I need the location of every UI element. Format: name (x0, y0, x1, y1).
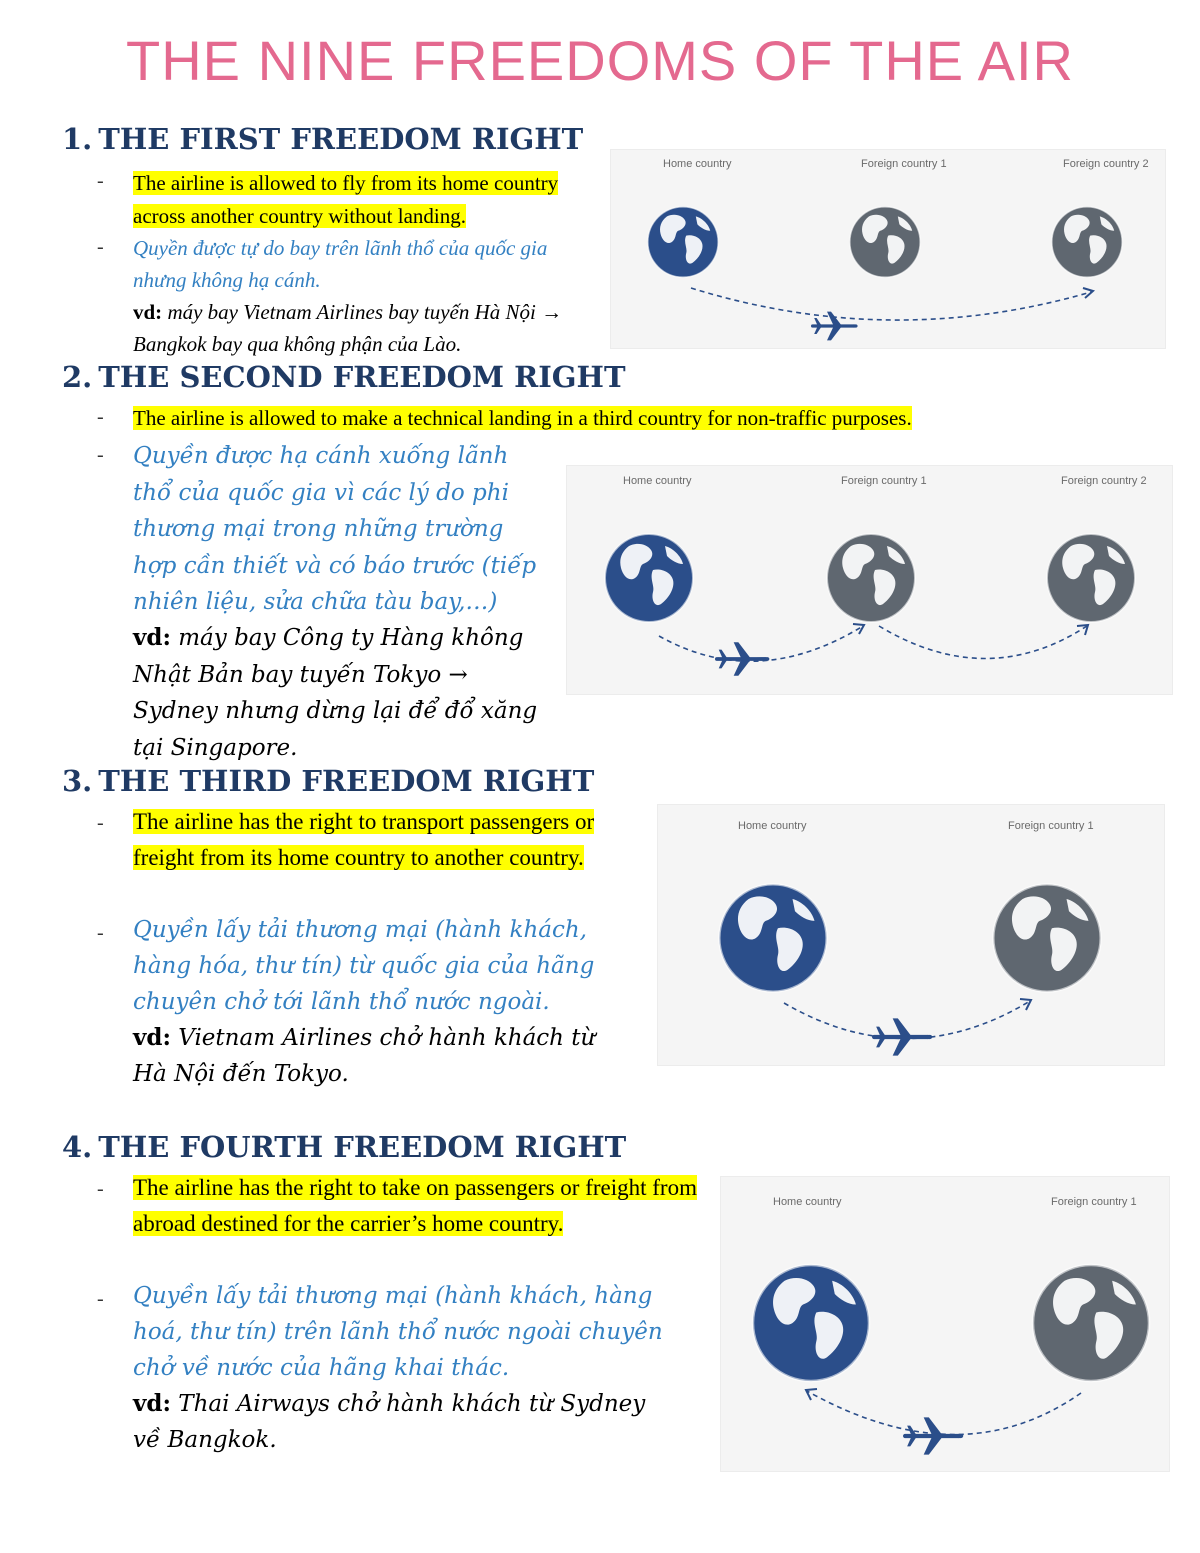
section-title: THE SECOND FREEDOM RIGHT (98, 360, 626, 394)
foreign-globe-icon (993, 884, 1100, 991)
bullet-dash: - (97, 444, 104, 466)
bullet-dash: - (97, 170, 104, 192)
home-globe-icon (605, 534, 693, 622)
label-home-country: Home country (663, 158, 732, 170)
bullet-dash: - (97, 922, 104, 944)
label-foreign-country-1: Foreign country 1 (841, 475, 927, 487)
highlighted-text: The airline is allowed to fly from its home country across another country without landing. (133, 171, 559, 228)
foreign-globe-icon (1052, 207, 1122, 277)
section-number: 3. (62, 764, 93, 798)
section-heading (62, 764, 594, 798)
vietnamese-definition: Quyền lấy tải thương mại (hành khách, hàng hoá, thư tín) trên lãnh thổ nước ngoài chuyên chở về nước của hãng khai thác. (133, 1283, 663, 1381)
section-heading (62, 122, 583, 156)
example-text: máy bay Công ty Hàng không Nhật Bản bay tuyến Tokyo → Sydney nhưng dừng lại để đổ xăng tại Singapore. (133, 625, 538, 761)
example (133, 620, 553, 766)
section-heading (62, 1130, 626, 1164)
home-globe-icon (719, 884, 826, 991)
section-number: 4. (62, 1130, 93, 1164)
flight-path-leg-2 (879, 626, 1087, 659)
bullet-dash: - (97, 1178, 104, 1200)
freedom-4-diagram (720, 1176, 1170, 1472)
example (133, 296, 593, 360)
section-title: THE THIRD FREEDOM RIGHT (98, 764, 595, 798)
airplane-icon (715, 642, 769, 676)
section-title: THE FOURTH FREEDOM RIGHT (98, 1130, 627, 1164)
section-title: THE FIRST FREEDOM RIGHT (98, 122, 584, 156)
label-foreign-country-1: Foreign country 1 (1008, 820, 1094, 832)
example-text: Vietnam Airlines chở hành khách từ Hà Nội đến Tokyo. (133, 1025, 596, 1087)
foreign-globe-icon (827, 534, 915, 622)
flight-path (807, 1391, 1081, 1435)
bullet-dash: - (97, 406, 104, 428)
highlighted-text: The airline has the right to transport passengers or freight from its home country to another country. (133, 809, 595, 870)
flight-path (691, 288, 1091, 320)
english-definition (133, 804, 623, 876)
bullet-dash: - (97, 236, 104, 258)
english-definition (133, 167, 593, 233)
freedom-1-diagram (610, 149, 1166, 349)
highlighted-text: The airline is allowed to make a technical landing in a third country for non-traffic purposes. (133, 406, 912, 430)
label-foreign-country-2: Foreign country 2 (1063, 158, 1149, 170)
example-label: vd: (133, 1390, 171, 1417)
flight-path-leg-1 (659, 626, 863, 661)
highlighted-text: The airline has the right to take on passengers or freight from abroad destined for the carrier’s home country. (133, 1175, 697, 1236)
arrow-head (806, 1389, 817, 1400)
vietnamese-definition: Quyền lấy tải thương mại (hành khách, hàng hóa, thư tín) từ quốc gia của hãng chuyên chở tới lãnh thổ nước ngoài. (133, 917, 595, 1015)
airplane-icon (903, 1417, 963, 1454)
example-text: máy bay Vietnam Airlines bay tuyến Hà Nội → Bangkok bay qua không phận của Lào. (133, 300, 563, 356)
section-heading (62, 360, 626, 394)
example (133, 1020, 633, 1092)
vietnamese-definition: Quyền được tự do bay trên lãnh thổ của quốc gia nhưng không hạ cánh. (133, 236, 548, 292)
vietnamese-definition: Quyền được hạ cánh xuống lãnh thổ của quốc gia vì các lý do phi thương mại trong những trường hợp cần thiết và có báo trước (tiếp nhiên liệu, sửa chữa tàu bay,…) (133, 443, 537, 615)
label-foreign-country-1: Foreign country 1 (1051, 1196, 1137, 1208)
document-title: THE NINE FREEDOMS OF THE AIR (126, 29, 1074, 92)
english-definition (133, 403, 1173, 433)
home-globe-icon (648, 207, 718, 277)
section-number: 1. (62, 122, 93, 156)
home-globe-icon (753, 1265, 869, 1381)
arrow-head (1083, 288, 1093, 298)
foreign-globe-icon (1033, 1265, 1149, 1381)
example-label: vd: (133, 624, 171, 651)
airplane-icon (872, 1018, 932, 1055)
freedom-2-diagram (566, 465, 1173, 695)
bullet-dash: - (97, 1288, 104, 1310)
example-label: vd: (133, 300, 163, 324)
example (133, 1386, 673, 1458)
label-home-country: Home country (623, 475, 692, 487)
foreign-globe-icon (850, 207, 920, 277)
freedom-3-diagram (657, 804, 1165, 1066)
label-home-country: Home country (738, 820, 807, 832)
label-foreign-country-2: Foreign country 2 (1061, 475, 1147, 487)
foreign-globe-icon (1047, 534, 1135, 622)
example-text: Thai Airways chở hành khách từ Sydney về Bangkok. (133, 1391, 646, 1453)
section-number: 2. (62, 360, 93, 394)
example-label: vd: (133, 1024, 171, 1051)
label-home-country: Home country (773, 1196, 842, 1208)
english-definition (133, 1170, 703, 1242)
bullet-dash: - (97, 812, 104, 834)
label-foreign-country-1: Foreign country 1 (861, 158, 947, 170)
